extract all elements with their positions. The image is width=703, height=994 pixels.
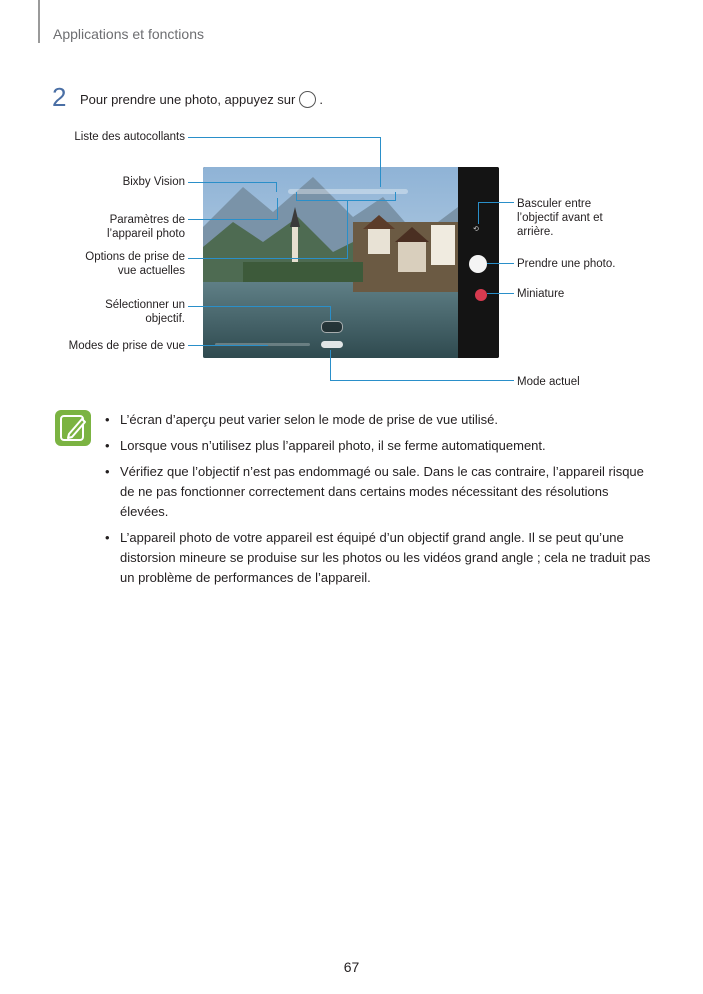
note-item bbox=[105, 410, 655, 430]
lens-selector-button[interactable] bbox=[321, 321, 343, 333]
callout-text: Miniature bbox=[517, 288, 565, 300]
callout-text: Options de prise de bbox=[85, 251, 185, 263]
bullet: • bbox=[105, 464, 110, 479]
leader-line bbox=[277, 198, 278, 220]
callout-text: Sélectionner un bbox=[105, 299, 185, 311]
note-text: L’écran d’aperçu peut varier selon le mode de prise de vue utilisé. bbox=[120, 412, 498, 427]
leader-line bbox=[296, 200, 396, 201]
note-text: Lorsque vous n’utilisez plus l’appareil photo, il se ferme automatiquement. bbox=[120, 438, 546, 453]
current-mode-indicator[interactable] bbox=[321, 341, 343, 348]
section-title: Applications et fonctions bbox=[53, 26, 204, 42]
note-item bbox=[105, 436, 655, 456]
leader-line bbox=[347, 200, 348, 259]
callout-text: Modes de prise de vue bbox=[68, 340, 185, 352]
bullet: • bbox=[105, 412, 110, 427]
note-pencil-icon bbox=[55, 410, 91, 446]
leader-line bbox=[330, 306, 331, 320]
note-item bbox=[105, 462, 655, 522]
callout-take-photo bbox=[517, 257, 657, 271]
shutter-button[interactable] bbox=[469, 255, 487, 273]
callout-text: arrière. bbox=[517, 226, 554, 238]
switch-camera-icon[interactable]: ⟲ bbox=[473, 226, 479, 233]
leader-line bbox=[330, 380, 514, 381]
top-options-bar bbox=[288, 189, 408, 194]
leader-line bbox=[330, 350, 331, 381]
callout-text: Paramètres de bbox=[109, 214, 185, 226]
step-text-after: . bbox=[319, 92, 323, 107]
leader-line bbox=[188, 345, 268, 346]
callout-text: Basculer entre bbox=[517, 198, 592, 210]
callout-thumbnail bbox=[517, 287, 637, 301]
leader-line bbox=[276, 182, 277, 192]
callout-camera-settings bbox=[40, 213, 185, 241]
camera-preview-screenshot bbox=[203, 167, 499, 358]
page-number: 67 bbox=[343, 959, 360, 975]
leader-line bbox=[188, 219, 278, 220]
callout-text: Mode actuel bbox=[517, 376, 580, 388]
step-text-before: Pour prendre une photo, appuyez sur bbox=[80, 92, 296, 107]
note-item bbox=[105, 528, 655, 588]
bullet: • bbox=[105, 530, 110, 545]
callout-text: Prendre une photo. bbox=[517, 258, 616, 270]
callout-text: Liste des autocollants bbox=[74, 131, 185, 143]
step-instruction bbox=[80, 91, 323, 108]
leader-line bbox=[380, 137, 381, 187]
leader-line bbox=[188, 258, 348, 259]
leader-line bbox=[487, 263, 514, 264]
shutter-icon bbox=[299, 91, 316, 108]
callout-switch-camera bbox=[517, 197, 637, 239]
leader-line bbox=[395, 192, 396, 201]
leader-line bbox=[188, 182, 276, 183]
leader-line bbox=[487, 293, 514, 294]
bullet: • bbox=[105, 438, 110, 453]
note-text: L’appareil photo de votre appareil est équipé d’un objectif grand angle. Il se peut qu’une distorsion mineure se produise sur les photos ou les vidéos grand angle ; cela ne traduit pas un problème de performances de l’appareil. bbox=[120, 530, 651, 585]
callout-text: objectif. bbox=[145, 313, 185, 325]
callout-text: l’appareil photo bbox=[106, 228, 185, 240]
header-rule bbox=[38, 0, 40, 43]
callout-text: Bixby Vision bbox=[122, 176, 185, 188]
step-number: 2 bbox=[52, 82, 67, 112]
callout-select-lens bbox=[40, 298, 185, 326]
leader-line bbox=[188, 137, 381, 138]
callout-current-options bbox=[40, 250, 185, 278]
callout-stickers-list bbox=[40, 130, 185, 144]
note-text: Vérifiez que l’objectif n’est pas endommagé ou sale. Dans le cas contraire, l’appareil risque de ne pas fonctionner correctement dans certains modes nécessitant des résolutions élevées. bbox=[120, 464, 644, 519]
callout-shooting-modes bbox=[40, 339, 185, 353]
leader-line bbox=[478, 202, 479, 224]
leader-line bbox=[478, 202, 514, 203]
leader-line bbox=[296, 192, 297, 201]
notes-list bbox=[105, 410, 655, 594]
thumbnail-preview[interactable] bbox=[475, 289, 487, 301]
callout-current-mode bbox=[517, 375, 637, 389]
leader-line bbox=[188, 306, 331, 307]
callout-text: vue actuelles bbox=[117, 265, 185, 277]
callout-text: l’objectif avant et bbox=[517, 212, 603, 224]
callout-bixby-vision bbox=[40, 175, 185, 189]
